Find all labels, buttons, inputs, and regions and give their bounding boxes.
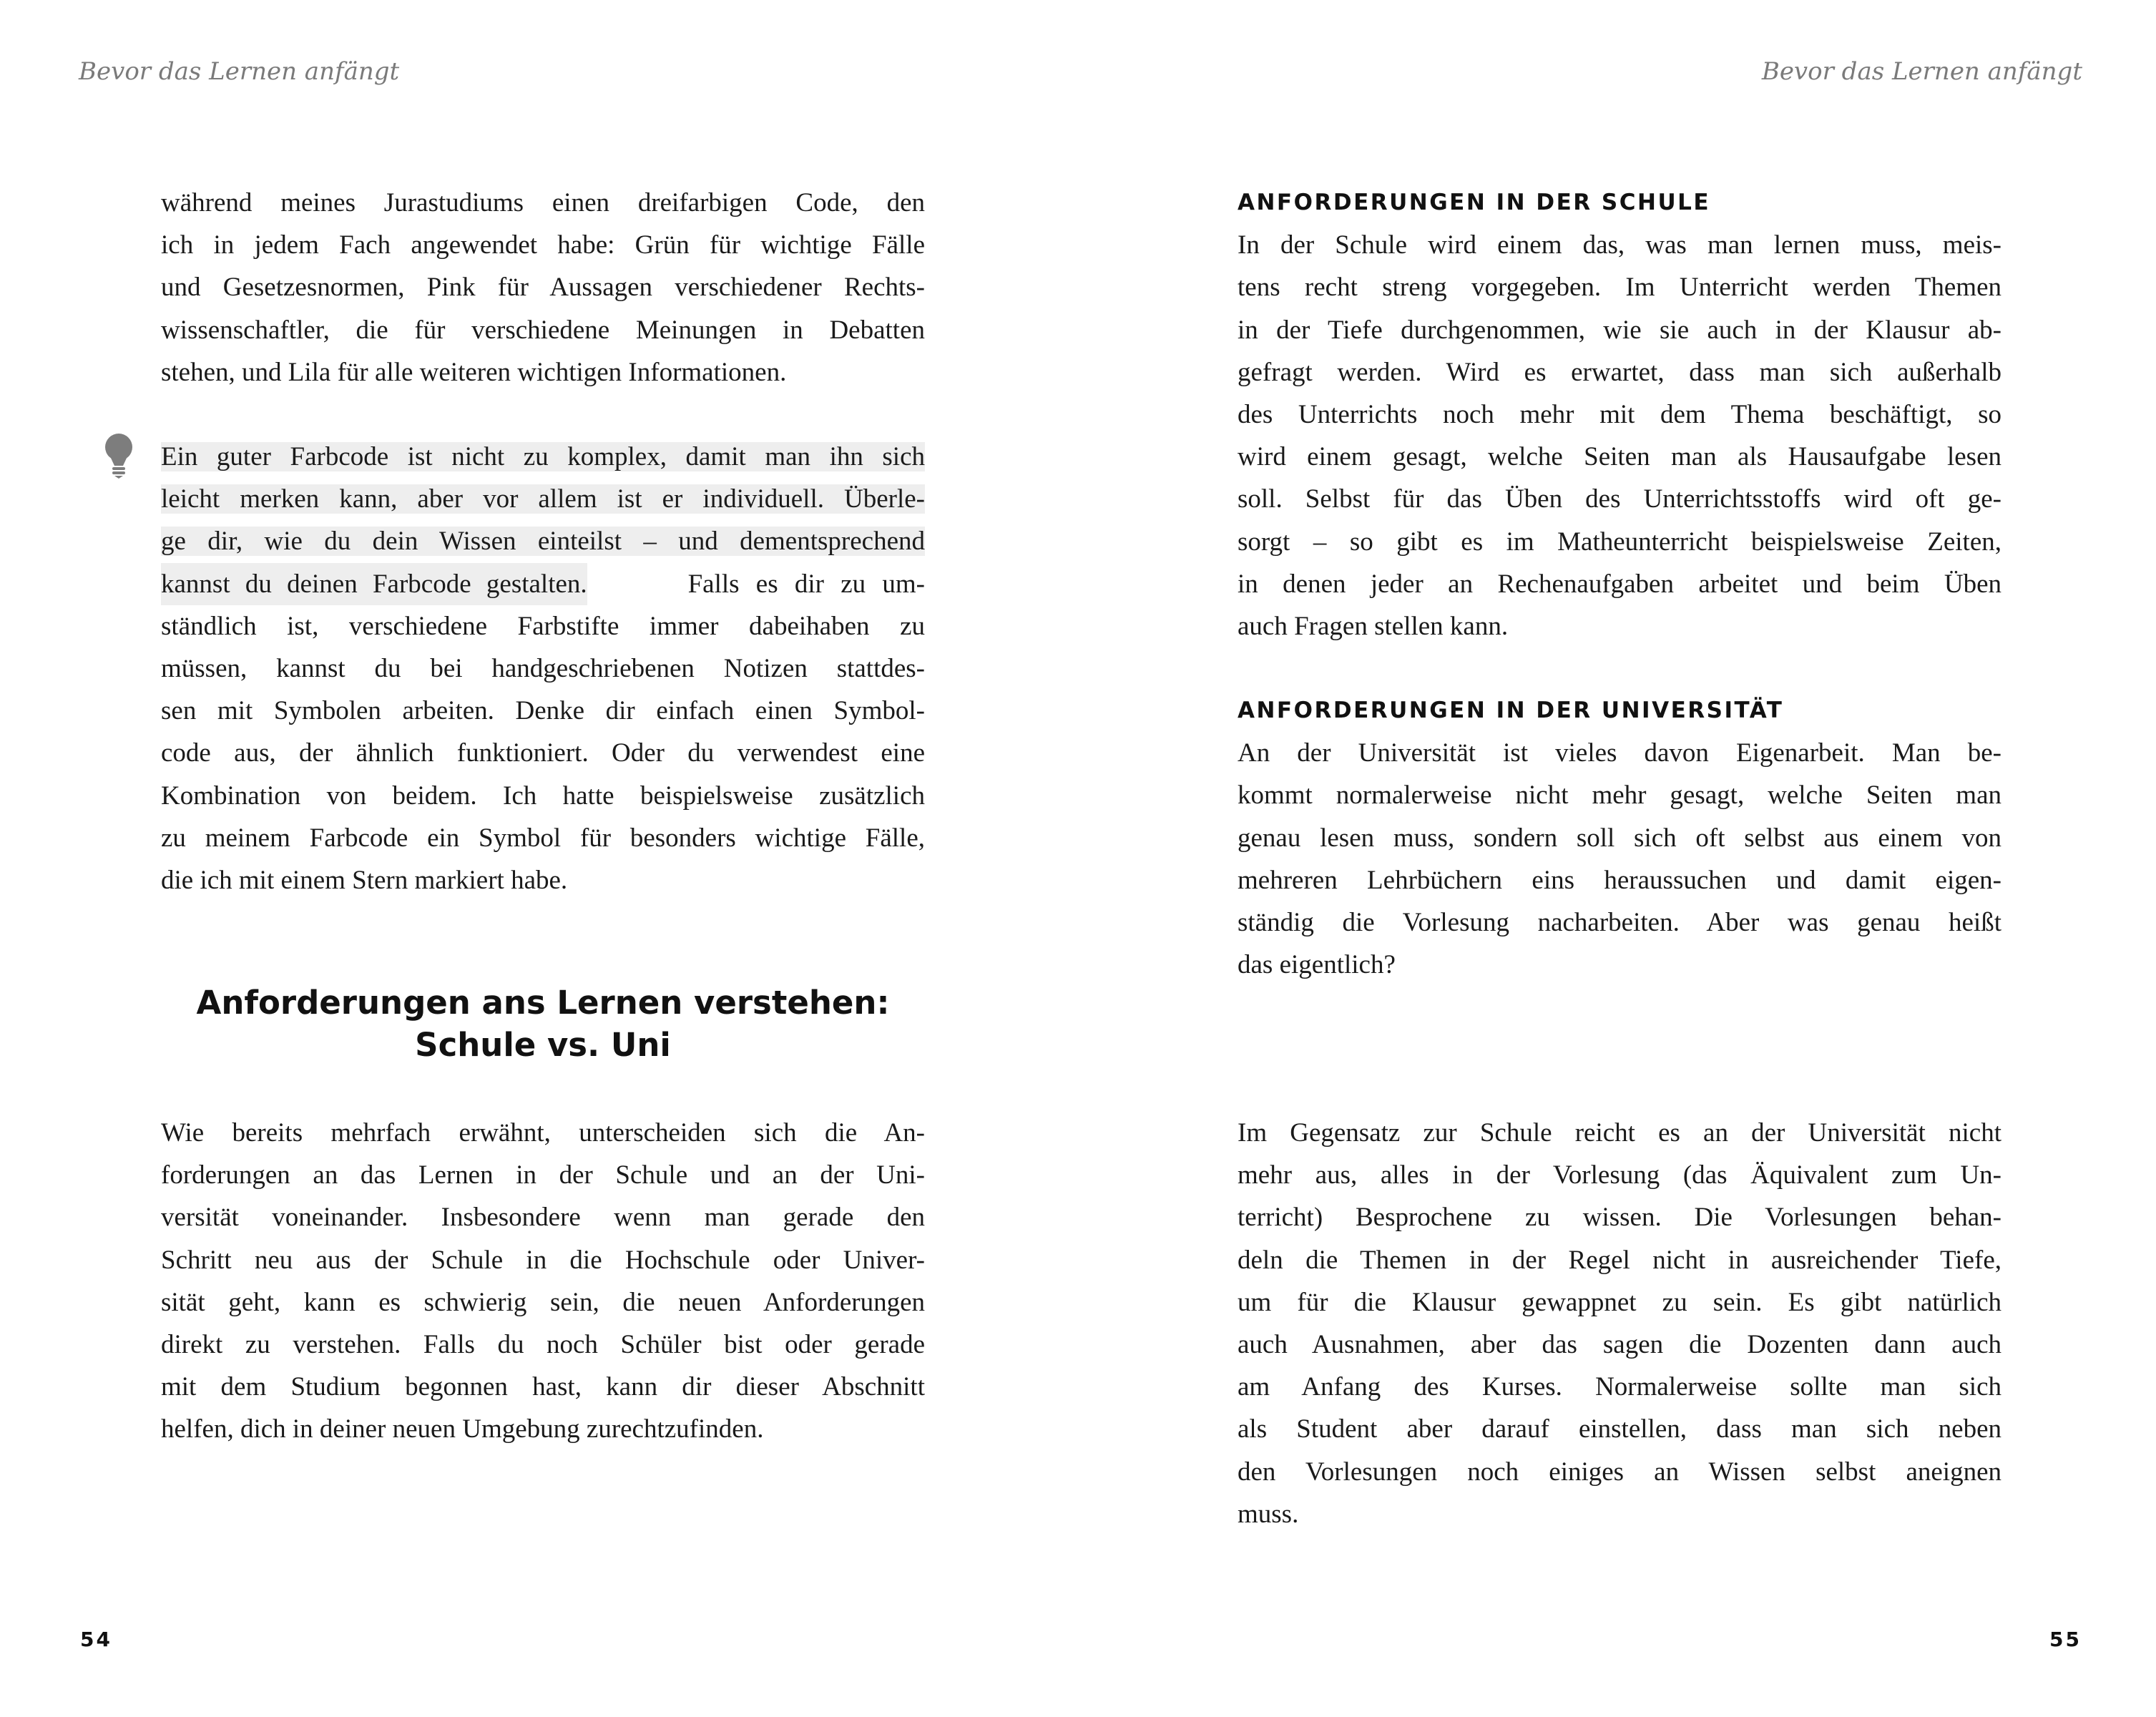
- text-line: auch Ausnahmen, aber das sagen die Dozenten dann auch: [1238, 1329, 2001, 1359]
- text-line: mehreren Lehrbüchern eins heraussuchen und damit eigen-: [1238, 865, 2001, 895]
- text-line: mehr aus, alles in der Vorlesung (das Äquivalent zum Un-: [1238, 1160, 2001, 1190]
- text-line: um für die Klausur gewappnet zu sein. Es gibt natürlich: [1238, 1287, 2001, 1317]
- text-line: Im Gegensatz zur Schule reicht es an der Universität nicht: [1238, 1118, 2001, 1148]
- text-line: sorgt – so gibt es im Matheunterricht beispielsweise Zeiten,: [1238, 527, 2001, 557]
- right-page: [1078, 0, 2156, 1717]
- text-line: den Vorlesungen noch einiges an Wissen selbst aneignen: [1238, 1457, 2001, 1487]
- text-line: müssen, kannst du bei handgeschriebenen Notizen stattdes-: [161, 653, 925, 683]
- text-line: das eigentlich?: [1238, 950, 1396, 980]
- text-line: helfen, dich in deiner neuen Umgebung zurechtzufinden.: [161, 1414, 764, 1444]
- highlighted-line: [161, 520, 925, 562]
- running-head-right: Bevor das Lernen anfängt: [1761, 57, 2082, 86]
- text-line: während meines Jurastudiums einen dreifarbigen Code, den: [161, 188, 925, 217]
- text-line: Schritt neu aus der Schule in die Hochschule oder Univer-: [161, 1245, 925, 1275]
- text-line: und Gesetzesnormen, Pink für Aussagen verschiedener Rechts-: [161, 273, 925, 303]
- text-line: sität geht, kann es schwierig sein, die neuen Anforderungen: [161, 1287, 925, 1317]
- text-line: die ich mit einem Stern markiert habe.: [161, 865, 568, 895]
- text-line: auch Fragen stellen kann.: [1238, 611, 1509, 641]
- page-number-left: 54: [80, 1628, 112, 1651]
- text-fragment: Falls es dir zu um-: [687, 569, 925, 599]
- text-line: in der Tiefe durchgenommen, wie sie auch in der Klausur ab-: [1238, 315, 2001, 345]
- section-title: [161, 982, 925, 1066]
- text-line: soll. Selbst für das Üben des Unterrichtsstoffs wird oft ge-: [1238, 484, 2001, 514]
- text-line: muss.: [1238, 1499, 1299, 1529]
- mixed-line: [161, 563, 925, 605]
- text-line: des Unterrichts noch mehr mit dem Thema beschäftigt, so: [1238, 399, 2001, 429]
- highlighted-line: [161, 436, 925, 478]
- text-line: ich in jedem Fach angewendet habe: Grün für wichtige Fälle: [161, 230, 925, 260]
- text-line: Wie bereits mehrfach erwähnt, unterscheiden sich die An-: [161, 1118, 925, 1148]
- section-title-line: Schule vs. Uni: [415, 1026, 671, 1064]
- section-title-line: Anforderungen ans Lernen verstehen:: [196, 984, 890, 1022]
- text-line: sen mit Symbolen arbeiten. Denke dir einfach einen Symbol-: [161, 696, 925, 726]
- text-line: am Anfang des Kurses. Normalerweise sollte man sich: [1238, 1372, 2001, 1402]
- page-number-right: 55: [2049, 1628, 2082, 1651]
- text-line: An der Universität ist vieles davon Eigenarbeit. Man be-: [1238, 738, 2001, 768]
- text-line: code aus, der ähnlich funktioniert. Oder du verwendest eine: [161, 738, 925, 768]
- university-section: [1238, 690, 2001, 986]
- university-paragraph-2: [1238, 1112, 2001, 1535]
- running-head-left: Bevor das Lernen anfängt: [79, 57, 400, 86]
- highlight: leicht merken kann, aber vor allem ist er individuell. Überle-: [161, 484, 925, 514]
- text-line: Kombination von beidem. Ich hatte beispielsweise zusätzlich: [161, 781, 925, 811]
- text-line: stehen, und Lila für alle weiteren wichtigen Informationen.: [161, 357, 787, 387]
- text-line: genau lesen muss, sondern soll sich oft selbst aus einem von: [1238, 823, 2001, 853]
- school-section: [1238, 182, 2001, 647]
- highlight: Ein guter Farbcode ist nicht zu komplex, damit man ihn sich: [161, 442, 925, 471]
- text-line: deln die Themen in der Regel nicht in ausreichender Tiefe,: [1238, 1245, 2001, 1275]
- text-line: tens recht streng vorgegeben. Im Unterricht werden Themen: [1238, 273, 2001, 303]
- tip-paragraph: [161, 436, 925, 901]
- lightbulb-icon: [102, 434, 135, 479]
- text-line: zu meinem Farbcode ein Symbol für besonders wichtige Fälle,: [161, 823, 925, 853]
- text-line: als Student aber darauf einstellen, dass man sich neben: [1238, 1414, 2001, 1444]
- text-line: forderungen an das Lernen in der Schule und an der Uni-: [161, 1160, 925, 1190]
- highlight: kannst du deinen Farbcode gestalten.: [161, 563, 587, 605]
- text-line: kommt normalerweise nicht mehr gesagt, welche Seiten man: [1238, 781, 2001, 811]
- paragraph-color-code: [161, 182, 925, 393]
- subheading-university: ANFORDERUNGEN IN DER UNIVERSITÄT: [1238, 698, 1784, 723]
- text-line: gefragt werden. Wird es erwartet, dass man sich außerhalb: [1238, 357, 2001, 387]
- highlighted-line: [161, 478, 925, 520]
- text-line: wissenschaftler, die für verschiedene Meinungen in Debatten: [161, 315, 925, 345]
- text-line: ständig die Vorlesung nacharbeiten. Aber was genau heißt: [1238, 907, 2001, 937]
- text-line: mit dem Studium begonnen hast, kann dir dieser Abschnitt: [161, 1372, 925, 1402]
- text-line: wird einem gesagt, welche Seiten man als Hausaufgabe lesen: [1238, 442, 2001, 472]
- text-line: ständlich ist, verschiedene Farbstifte immer dabeihaben zu: [161, 611, 925, 641]
- text-line: in denen jeder an Rechenaufgaben arbeitet und beim Üben: [1238, 569, 2001, 599]
- highlight: ge dir, wie du dein Wissen einteilst – und dementsprechend: [161, 527, 925, 557]
- text-line: terricht) Besprochene zu wissen. Die Vorlesungen behan-: [1238, 1203, 2001, 1233]
- text-line: direkt zu verstehen. Falls du noch Schüler bist oder gerade: [161, 1329, 925, 1359]
- subheading-school: ANFORDERUNGEN IN DER SCHULE: [1238, 190, 1711, 215]
- text-line: In der Schule wird einem das, was man lernen muss, meis-: [1238, 230, 2001, 260]
- text-line: versität voneinander. Insbesondere wenn man gerade den: [161, 1203, 925, 1233]
- paragraph-intro: [161, 1112, 925, 1451]
